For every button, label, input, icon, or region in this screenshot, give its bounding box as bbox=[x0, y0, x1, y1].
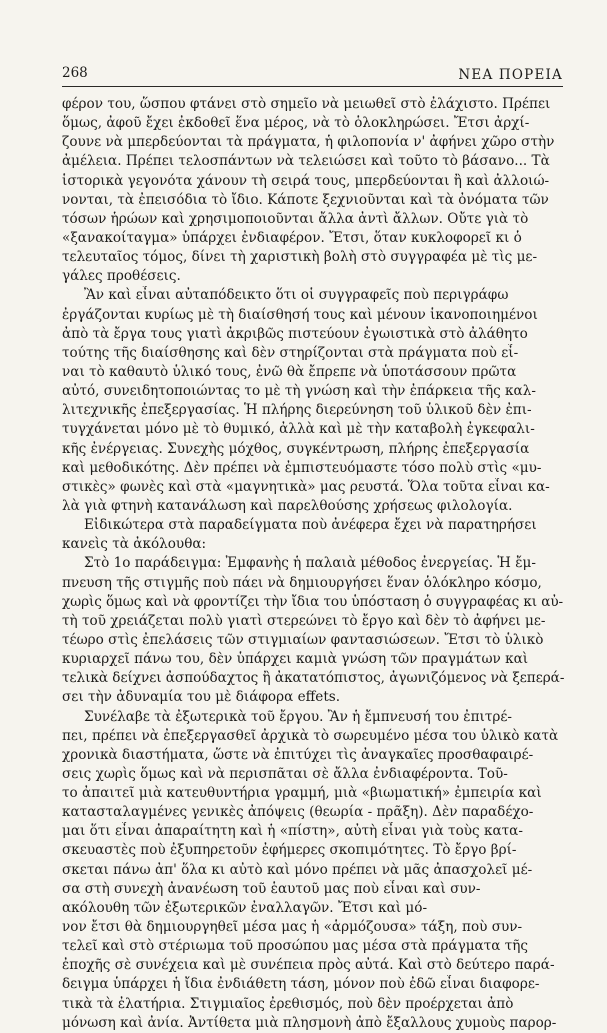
text-line: χρονικὰ διαστήματα, ὥστε νὰ ἐπιτύχει τὶς ἀναγκαῖες προσθαφαιρέ- bbox=[62, 746, 534, 763]
text-line: κυριαρχεῖ πάνω του, δὲν ὑπάρχει καμιὰ γνώση τῶν πραγμάτων καὶ bbox=[62, 651, 529, 668]
text-line: τελευταῖος τόμος, δίνει τὴ χαριστικὴ βολὴ στὸ συγγραφέα μὲ τὶς με- bbox=[62, 249, 538, 266]
text-line: αὐτό, συνειδητοποιώντας το μὲ τὴ γνώση καὶ τὴν ἐπάρκεια τῆς καλ- bbox=[62, 383, 536, 400]
text-line: κατασταλαγμένες γενικὲς ἀπόψεις (θεωρία - πρᾶξη). Δὲν παραδέχο- bbox=[62, 804, 534, 821]
text-line: νον ἔτσι θὰ δημιουργηθεῖ μέσα μας ἡ «ἁρμόζουσα» τάξη, ποὺ συν- bbox=[62, 919, 523, 936]
text-line: τόσων ἡρώων καὶ χρησιμοποιοῦνται ἄλλα ἀντὶ ἄλλων. Οὔτε γιὰ τὸ bbox=[62, 210, 529, 227]
text-line: σει τὴν ἀδυναμία του μὲ διάφορα effets. bbox=[62, 689, 341, 706]
text-line: γάλες προθέσεις. bbox=[62, 268, 181, 285]
page-number: 268 bbox=[62, 65, 88, 81]
text-line: λιτεχνικῆς ἐπεξεργασίας. Ἡ πλήρης διερεύνηση τοῦ ὑλικοῦ δὲν ἐπι- bbox=[62, 402, 532, 419]
text-line: Ἂν καὶ εἶναι αὐταπόδεικτο ὅτι οἱ συγγραφεῖς ποὺ περιγράφω bbox=[84, 287, 509, 304]
text-line: ἱστορικὰ γεγονότα χάνουν τὴ σειρά τους, μπερδεύονται ἢ καὶ ἀλλοιώ- bbox=[62, 172, 550, 189]
text-line: σκεται πάνω ἀπ' ὅλα κι αὐτὸ καὶ μόνο πρέπει νὰ μᾶς ἀπασχολεῖ μέ- bbox=[62, 861, 533, 878]
running-header bbox=[62, 62, 563, 87]
body-text bbox=[62, 95, 564, 1033]
text-line: τὴ τοῦ χρειάζεται πολὺ γιατὶ στερεώνει τὸ ἔργο καὶ δὲν τὸ ἀφήνει με- bbox=[62, 612, 546, 629]
text-line: ἀμέλεια. Πρέπει τελοσπάντων νὰ τελειώσει καὶ τοῦτο τὸ βάσανο... Τὰ bbox=[62, 153, 550, 170]
text-line: ὅμως, ἀφοῦ ἔχει ἐκδοθεῖ ἕνα μέρος, νὰ τὸ ὁλοκληρώσει. Ἔτσι ἀρχί- bbox=[62, 115, 530, 132]
text-line: στικὲς» φωνὲς καὶ στὰ «μαγνητικὰ» μας ρευστά. Ὅλα τοῦτα εἶναι κα- bbox=[62, 478, 550, 495]
text-line: ναι τὸ καθαυτὸ ὑλικό τους, ἐνῶ θὰ ἔπρεπε νὰ ὑποτάσσουν πρῶτα bbox=[62, 363, 517, 380]
text-line: Στὸ 1ο παράδειγμα: Ἐμφανὴς ἡ παλαιὰ μέθοδος ἐνεργείας. Ἡ ἔμ- bbox=[84, 555, 536, 572]
text-line: ἐποχῆς σὲ συνέχεια καὶ μὲ συνέπεια πρὸς αὐτά. Καὶ στὸ δεύτερο παρά- bbox=[62, 957, 555, 974]
text-line: δειγμα ὑπάρχει ἡ ἴδια ἐνδιάθετη τάση, μόνον ποὺ ἐδῶ εἶναι διαφορε- bbox=[62, 976, 540, 993]
text-line: ζουνε νὰ μπερδεύονται τὰ πράγματα, ἡ φιλοπονία ν' ἀφήνει χῶρο στὴν bbox=[62, 134, 555, 151]
text-line: νονται, τὰ ἐπεισόδια τὸ ἴδιο. Κάποτε ξεχνιοῦνται καὶ τὰ ὀνόματα τῶν bbox=[62, 191, 549, 208]
text-line: σα στὴ συνεχὴ ἀνανέωση τοῦ ἑαυτοῦ μας ποὺ εἶναι καὶ συν- bbox=[62, 880, 481, 897]
text-line: τούτης τῆς διαίσθησης καὶ δὲν στηρίζονται στὰ πράγματα ποὺ εἶ- bbox=[62, 344, 519, 361]
journal-title: ΝΕΑ ΠΟΡΕΙΑ bbox=[458, 67, 563, 83]
text-line: ἐργάζονται κυρίως μὲ τὴ διαίσθησή τους καὶ μένουν ἱκανοποιημένοι bbox=[62, 306, 538, 323]
text-line: Συνέλαβε τὰ ἐξωτερικὰ τοῦ ἔργου. Ἂν ἡ ἔμπνευσή του ἐπιτρέ- bbox=[84, 708, 512, 725]
text-line: λὰ γιὰ φτηνὴ κατανάλωση καὶ παρελθούσης χρήσεως φιλολογία. bbox=[62, 497, 513, 514]
text-line: κανεὶς τὰ ἀκόλουθα: bbox=[62, 536, 207, 553]
text-line: πει, πρέπει νὰ ἐπεξεργασθεῖ ἀρχικὰ τὸ σωρευμένο μέσα του ὑλικὸ κατὰ bbox=[62, 727, 559, 744]
text-line: τυγχάνεται μόνο μὲ τὸ θυμικό, ἀλλὰ καὶ μὲ τὴν καταβολὴ ἐγκεφαλι- bbox=[62, 421, 535, 438]
text-line: πνευση τῆς στιγμῆς ποὺ πάει νὰ δημιουργήσει ἕναν ὁλόκληρο κόσμο, bbox=[62, 574, 542, 591]
text-line: μόνωση καὶ ἀνία. Ἀντίθετα μιὰ πλησμονὴ ἀπὸ ἔξαλλους χυμοὺς παρορ- bbox=[62, 1014, 557, 1031]
text-line: τέωρο στὶς ἐπελάσεις τῶν στιγμιαίων φαντασιώσεων. Ἔτσι τὸ ὑλικὸ bbox=[62, 631, 544, 648]
text-line: ἀπὸ τὰ ἔργα τους γιατὶ ἀκριβῶς πιστεύουν ἐγωιστικὰ στὸ ἀλάθητο bbox=[62, 325, 528, 342]
text-line: σεις χωρὶς ὅμως καὶ νὰ περισπᾶται σὲ ἄλλα ἐνδιαφέροντα. Τοῦ- bbox=[62, 765, 508, 782]
text-line: κῆς ἐνέργειας. Συνεχὴς μόχθος, συγκέντρωση, πλήρης ἐπεξεργασία bbox=[62, 440, 530, 457]
text-line: καὶ μεθοδικότης. Δὲν πρέπει νὰ ἐμπιστευόμαστε τόσο πολὺ στὶς «μυ- bbox=[62, 459, 542, 476]
text-line: χωρὶς ὅμως καὶ νὰ φροντίζει τὴν ἴδια του ὑπόσταση ὁ συγγραφέας κι αὐ- bbox=[62, 593, 563, 610]
text-line: τελεῖ καὶ στὸ στέριωμα τοῦ προσώπου μας μέσα στὰ πράγματα τῆς bbox=[62, 938, 529, 955]
text-line: μαι ὅτι εἶναι ἀπαραίτητη καὶ ἡ «πίστη», αὐτὴ εἶναι γιὰ τοὺς κατα- bbox=[62, 823, 523, 840]
text-line: τελικὰ δείχνει ἀσπούδαχτος ἢ ἀκατατόπιστος, ἀγωνιζόμενος νὰ ξεπερά- bbox=[62, 670, 564, 687]
text-line: Εἰδικώτερα στὰ παραδείγματα ποὺ ἀνέφερα ἔχει νὰ παρατηρήσει bbox=[84, 517, 537, 534]
text-line: σκευαστὲς ποὺ ἐξυπηρετοῦν ἐφήμερες σκοπιμότητες. Τὸ ἔργο βρί- bbox=[62, 842, 517, 859]
text-line: «ξανακοίταγμα» ὑπάρχει ἐνδιαφέρον. Ἔτσι, ὅταν κυκλοφορεῖ κι ὁ bbox=[62, 229, 522, 246]
text-line: φέρον του, ὥσπου φτάνει στὸ σημεῖο νὰ μειωθεῖ στὸ ἐλάχιστο. Πρέπει bbox=[62, 96, 551, 112]
text-line: ακόλουθη τῶν ἐξωτερικῶν ἐναλλαγῶν. Ἔτσι καὶ μό- bbox=[62, 899, 428, 916]
text-line: το ἀπαιτεῖ μιὰ κατευθυντήρια γραμμή, μιὰ «βιωματική» ἐμπειρία καὶ bbox=[62, 785, 542, 802]
text-line: τικὰ τὰ ἐλατήρια. Στιγμιαῖος ἐρεθισμός, ποὺ δὲν προέρχεται ἀπὸ bbox=[62, 995, 514, 1012]
